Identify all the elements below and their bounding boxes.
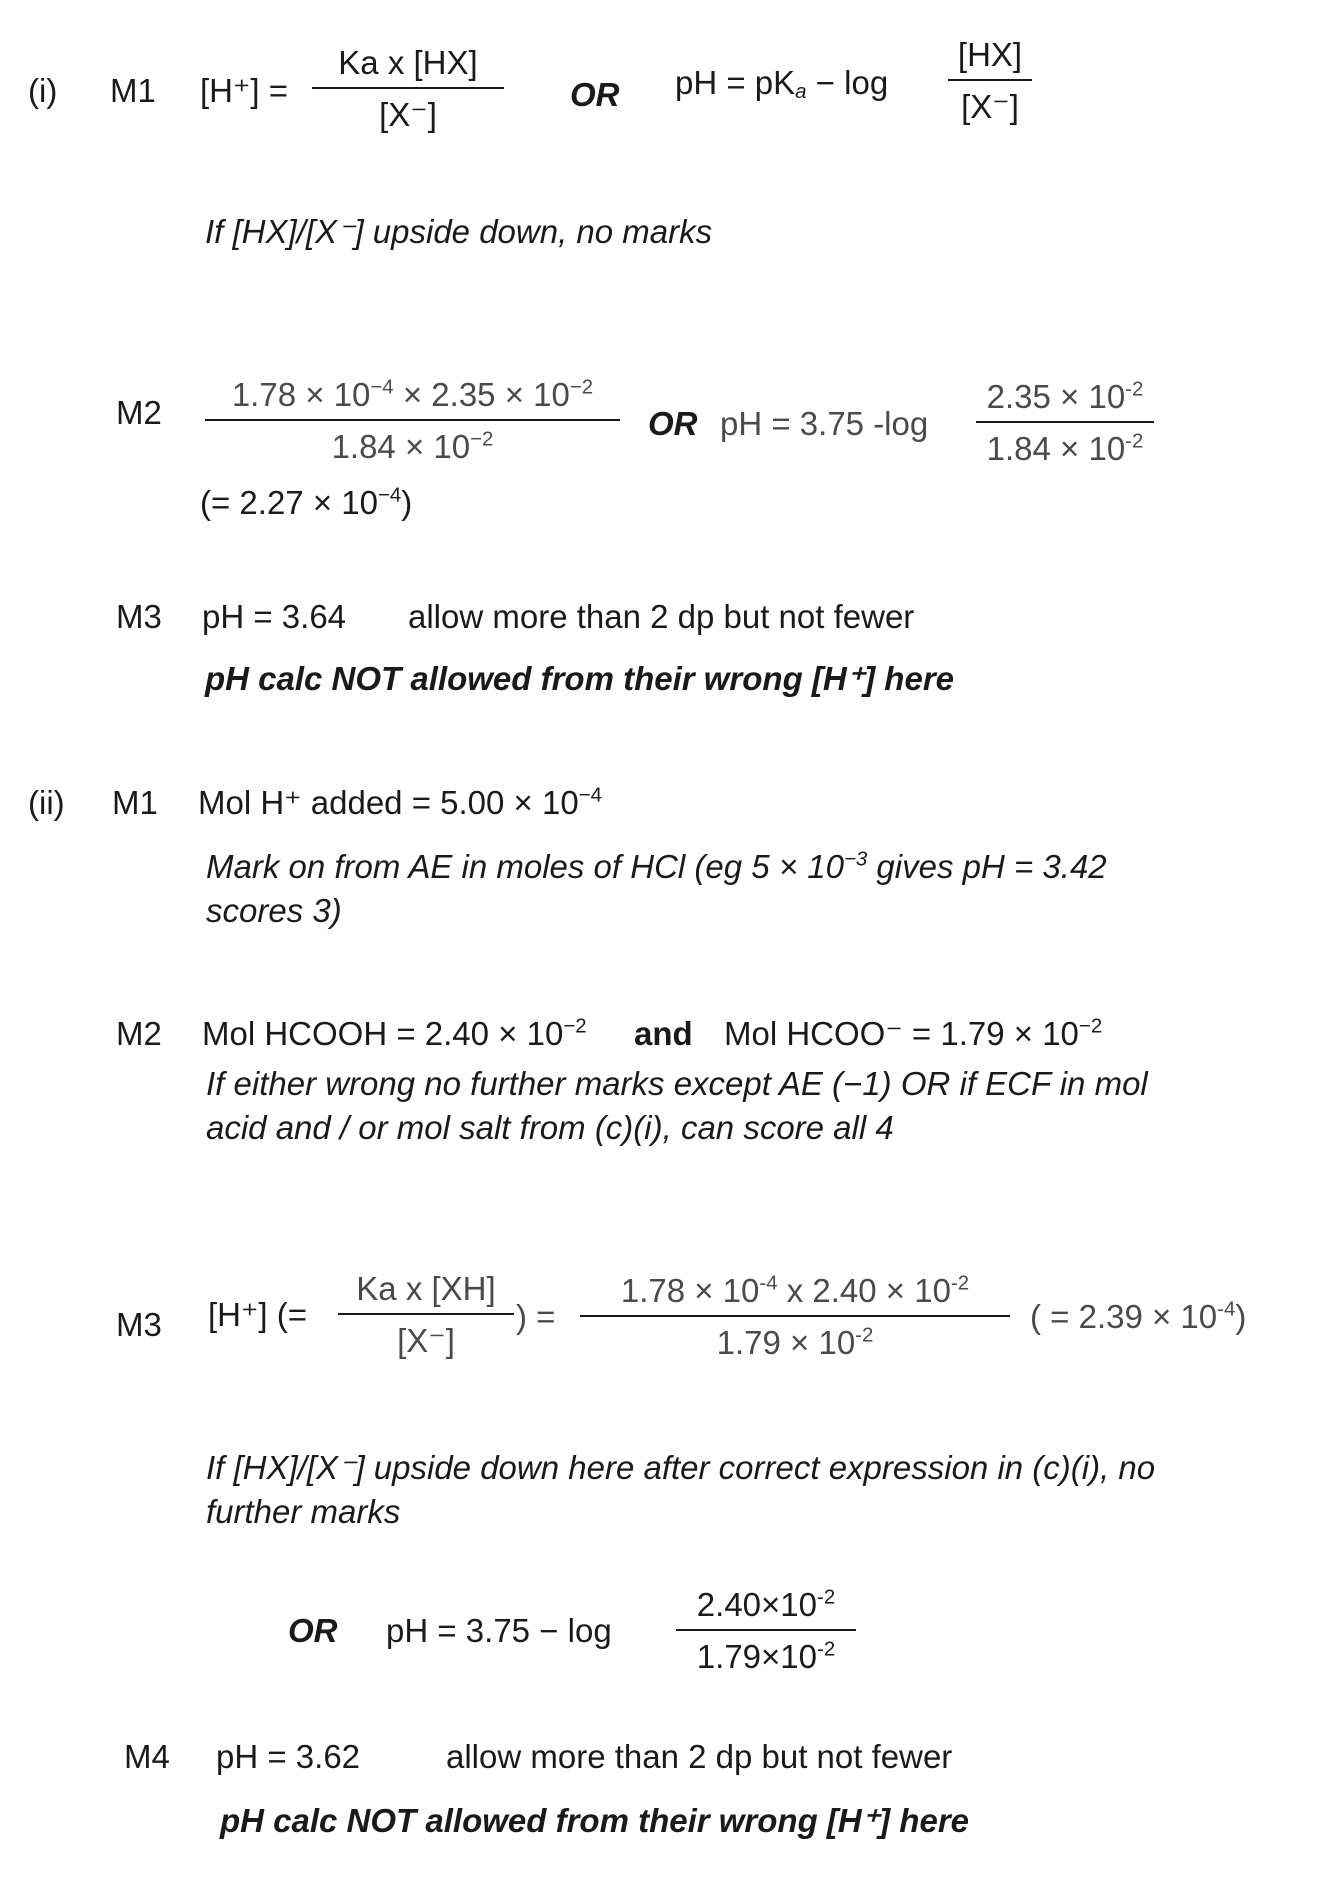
part-i-m3-value: pH = 3.64 — [202, 598, 347, 635]
part-ii-m4-note: pH calc NOT allowed from their wrong [H⁺] here — [220, 1802, 970, 1839]
log-denominator: $1.79\times 10^{-2}$ — [696, 1637, 836, 1675]
log-denominator: $1.84 \times 10^{-2}$ — [986, 429, 1144, 467]
part-i-label: (i) — [28, 72, 58, 109]
part-ii-m2-acid: Mol HCOOH = $2.40 \times 10^{-2}$ — [202, 1014, 587, 1052]
part-i-m2-mark: M2 — [116, 394, 162, 431]
fraction-numerator: $1.78 \times 10^{-4}$ x $2.40 \times 10^{-2}$ — [620, 1271, 970, 1309]
part-ii-m2-note: If either wrong no further marks except AE (−1) OR if ECF in mol acid and / or mol salt from (c)(i), can score all 4 — [206, 1065, 1148, 1147]
part-i-m1-lhs: [H⁺] = — [200, 72, 289, 109]
part-ii-m3-note: If [HX]/[X⁻] upside down here after correct expression in (c)(i), no further marks — [206, 1449, 1156, 1531]
part-ii-m3-close: ) = — [516, 1298, 556, 1335]
part-ii-m3-mark: M3 — [116, 1306, 162, 1343]
part-i-m3-mark: M3 — [116, 598, 162, 635]
fraction-numerator: Ka x [HX] — [338, 44, 478, 81]
fraction-numerator: Ka x [XH] — [356, 1270, 496, 1307]
part-ii-m1-note-line2: scores 3) — [206, 892, 342, 929]
fraction-bar — [676, 1629, 856, 1631]
fraction-denominator: $1.84 \times 10^{-2}$ — [331, 427, 494, 465]
fraction-bar — [312, 87, 504, 89]
log-numerator: [HX] — [957, 36, 1023, 73]
part-ii-m2-and: and — [634, 1015, 693, 1052]
part-ii-m3-lhs: [H⁺] (= — [208, 1296, 308, 1333]
part-i-m1-log-fraction — [948, 38, 1032, 123]
part-i-m2-or: OR — [648, 405, 698, 442]
part-ii-m2-salt: Mol HCOO⁻ = $1.79 \times 10^{-2}$ — [724, 1014, 1103, 1052]
part-i-m1-note: If [HX]/[X⁻] upside down, no marks — [205, 213, 713, 250]
part-ii-m4-mark: M4 — [124, 1738, 170, 1775]
part-ii-m3-result: ( = $2.39 \times 10^{-4}$) — [1030, 1297, 1247, 1335]
ph-text: pH = pK — [675, 64, 796, 101]
part-i-m1-or: OR — [570, 76, 620, 113]
log-numerator: $2.40\times 10^{-2}$ — [696, 1585, 836, 1623]
fraction-bar — [205, 419, 620, 421]
part-i-m2-ph: pH = 3.75 -log — [720, 405, 929, 442]
part-ii-m1-text: Mol H⁺ added = $5.00 \times 10^{-4}$ — [198, 783, 602, 821]
part-ii-m1-mark: M1 — [112, 784, 158, 821]
log-denominator: [X⁻] — [961, 88, 1019, 125]
part-ii-m4-value: pH = 3.62 — [216, 1738, 361, 1775]
part-i-m2-fraction — [205, 375, 620, 465]
part-ii-m3-or: OR — [288, 1612, 338, 1649]
part-ii-label: (ii) — [28, 784, 65, 821]
part-ii-m3-fraction — [338, 1272, 514, 1357]
part-i-m3-note: pH calc NOT allowed from their wrong [H⁺] here — [205, 660, 955, 697]
part-ii-m4-allow: allow more than 2 dp but not fewer — [446, 1738, 953, 1775]
part-ii-m2-mark: M2 — [116, 1015, 162, 1052]
fraction-bar — [948, 79, 1032, 81]
ka-subscript: a — [795, 80, 807, 104]
part-i-m3-allow: allow more than 2 dp but not fewer — [408, 598, 915, 635]
fraction-numerator: $1.78 \times 10^{-4} \times 2.35 \times 10^{-2}$ — [231, 375, 594, 413]
part-i-m1-ph-expression — [675, 64, 889, 104]
part-i-m1-fraction — [312, 46, 504, 131]
minus-log-text: − log — [806, 64, 889, 101]
fraction-bar — [976, 421, 1154, 423]
part-i-m2-log-fraction — [976, 377, 1154, 467]
part-ii-m3-numeric-fraction — [580, 1271, 1010, 1361]
part-ii-m3-ph: pH = 3.75 − log — [386, 1612, 612, 1649]
part-ii-m3-log-fraction — [676, 1585, 856, 1675]
log-numerator: $2.35 \times 10^{-2}$ — [986, 377, 1144, 415]
part-ii-m1-note-line1: Mark on from AE in moles of HCl (eg $5 \times 10^{-3}$ gives pH = 3.42 — [206, 847, 1107, 885]
part-i-m2-result: (= $2.27 \times 10^{-4}$) — [200, 483, 413, 521]
fraction-bar — [338, 1313, 514, 1315]
fraction-bar — [580, 1315, 1010, 1317]
fraction-denominator: [X⁻] — [397, 1322, 455, 1359]
fraction-denominator: [X⁻] — [379, 96, 437, 133]
part-i-m1-mark: M1 — [110, 72, 156, 109]
fraction-denominator: $1.79 \times 10^{-2}$ — [716, 1323, 874, 1361]
